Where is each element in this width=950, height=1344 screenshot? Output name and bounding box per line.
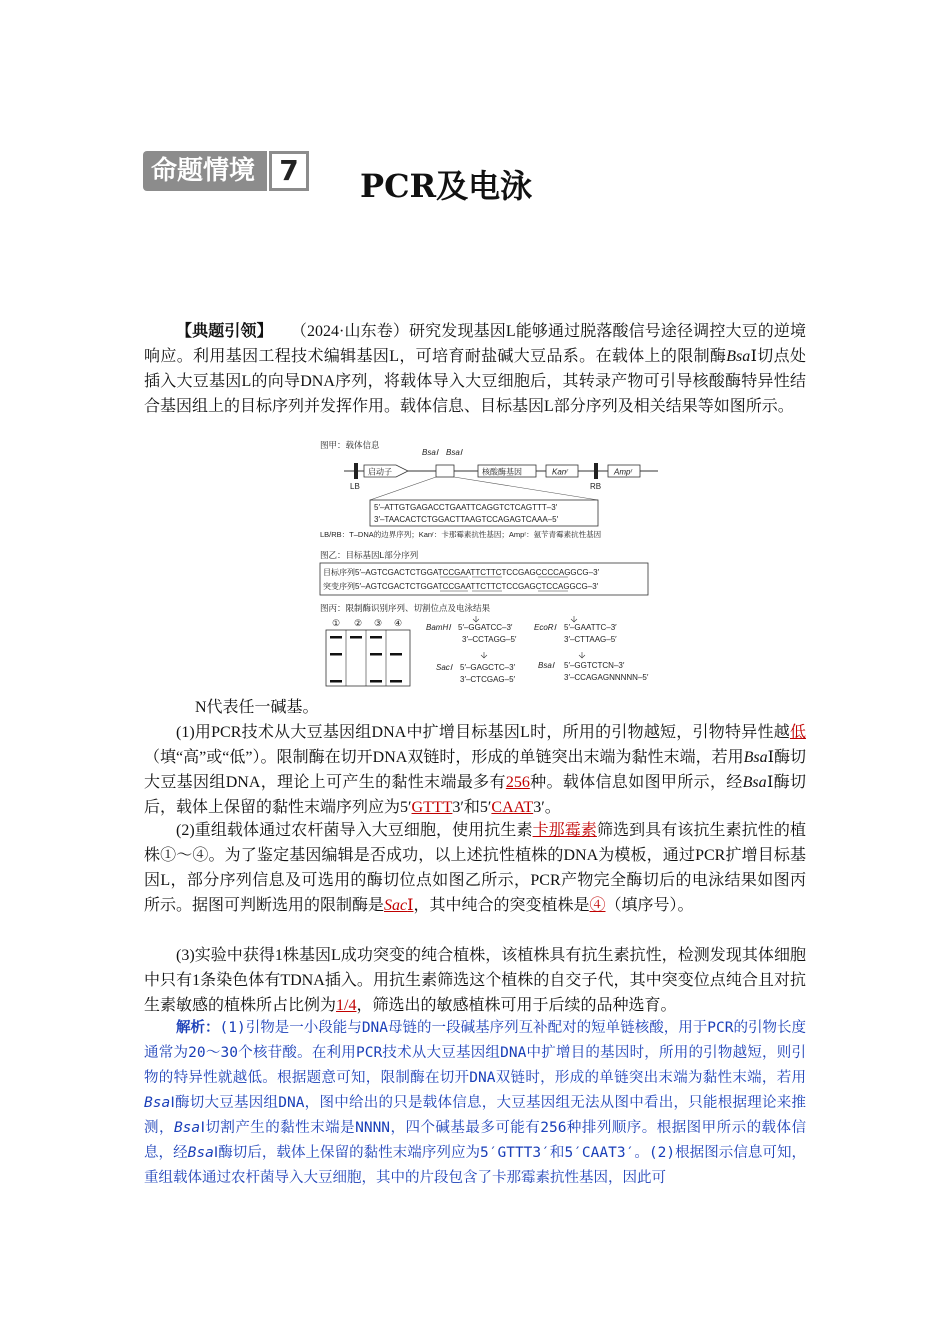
- fig-target-seq: 目标序列5′–AGTCGACTCTGGATCCGAATTCTTCTCCGAGCCCCAGGCG–3′: [323, 568, 600, 577]
- q1-text-a: (1)用PCR技术从大豆基因组DNA中扩增目标基因L时，所用的引物越短，引物特异性越: [176, 724, 790, 741]
- q2-answer-1: 卡那霉素: [532, 822, 597, 839]
- q3-answer-1: 1/4: [336, 997, 357, 1014]
- badge-number: 7: [269, 151, 309, 191]
- gel-band: [390, 680, 402, 683]
- fig-seq-bottom: 3′–TAACACTCTGGACTTAAGTCCAGAGTCAAA–5′: [374, 515, 559, 524]
- ecor1-top: 5′–GAATTC–3′: [564, 623, 617, 632]
- gel-band: [330, 636, 342, 639]
- gel-band: [390, 653, 402, 656]
- analysis-bsa-3: Bsa: [187, 1145, 214, 1161]
- analysis-bsa-1: Bsa: [144, 1095, 171, 1111]
- page-title: PCR及电泳: [360, 167, 533, 205]
- q1-text-b: （填“高”或“低”）。限制酶在切开DNA双链时，形成的单链突出末端为黏性末端，若用: [144, 749, 744, 766]
- intro-lead: 【典题引领】: [176, 323, 273, 340]
- fig-lb-label: LB: [350, 482, 360, 491]
- lane-2-label: ②: [354, 618, 363, 628]
- analysis-bsa-2: Bsa: [173, 1120, 201, 1136]
- q1-answer-1: 低: [789, 724, 806, 741]
- analysis-text-c: Ⅰ切割产生的黏性末端是NNNN，四个碱基最多可能有256种排列顺序。根据图甲所示的载体信息，经: [144, 1120, 806, 1161]
- gel-band: [370, 636, 382, 639]
- q2-text-a: (2)重组载体通过农杆菌导入大豆细胞，使用抗生素: [176, 822, 533, 839]
- fig-kan: Kanʳ: [552, 467, 568, 477]
- question-1: [144, 720, 806, 820]
- q2-answer-2b: Ⅰ: [407, 897, 414, 914]
- fig-jia-title: 图甲：载体信息: [320, 440, 380, 450]
- sac1-top: 5′–GAGCTC–3′: [460, 663, 516, 672]
- q2-text-c: ，其中纯合的突变植株是: [413, 897, 590, 914]
- q1-answer-3: GTTT: [411, 799, 453, 816]
- rb-border-mark: [594, 463, 598, 479]
- fig-amp: Ampʳ: [614, 467, 633, 477]
- fig-yi-title: 图乙：目标基因L部分序列: [320, 550, 419, 560]
- q2-text-b: 筛选到具有该抗生素抗性的植株①～④。为了鉴定基因编辑是否成功，以上述抗性植株的DNA为模板，通过PCR扩增目标基因L，部分序列信息及可选用的酶切位点如图乙所示，PCR产物完全酶切后的电泳结果如图丙所示。据图可判断选用的限制酶是: [144, 822, 806, 914]
- gel-band: [330, 680, 342, 683]
- q1-text-c: Ⅰ酶切大豆基因组DNA，理论上可产生的黏性末端最多有: [144, 749, 806, 791]
- bamh1-name: BamHⅠ: [426, 623, 451, 632]
- gel-band: [350, 636, 362, 639]
- figure-diagram: [318, 436, 668, 691]
- bamh1-bottom: 3′–CCTAGG–5′: [462, 635, 517, 644]
- section-badge: [143, 151, 309, 191]
- q2-answer-3: ④: [589, 897, 606, 914]
- cut-arrow-icon: [481, 652, 487, 658]
- analysis-text-d: Ⅰ酶切后，载体上保留的黏性末端序列应为5′GTTT3′和5′CAAT3′。(2)根据图示信息可知，重组载体通过农杆菌导入大豆细胞，其中的片段包含了卡那霉素抗性基因，因此可: [144, 1145, 807, 1186]
- bamh1-top: 5′–GGATCC–3′: [458, 623, 513, 632]
- analysis-text-a: (1)引物是一小段能与DNA母链的一段碱基序列互补配对的短单链核酸，用于PCR的引物长度通常为20～30个核苷酸。在利用PCR技术从大豆基因组DNA中扩增目的基因时，所用的引物越短，则引物的特异性就越低。根据题意可知，限制酶在切开DNA双链时，形成的单链突出末端为黏性末端，若用: [144, 1020, 807, 1086]
- q1-text-d: 种。载体信息如图甲所示，经: [529, 774, 743, 791]
- question-2: [144, 818, 806, 918]
- badge-label: 命题情境: [143, 151, 267, 191]
- fig-mutant-seq: 突变序列5′–AGTCGACTCTGGATCCGAATTCTTCTCCGAGCTCCAGGCG–3′: [323, 582, 599, 591]
- q1-answer-4: CAAT: [491, 799, 534, 816]
- q1-answer-2: 256: [505, 774, 530, 791]
- cut-arrow-icon: [473, 616, 479, 622]
- q2-text-d: （填序号）。: [605, 897, 694, 914]
- cut-arrow-icon: [579, 652, 585, 658]
- analysis-text-b: Ⅰ酶切大豆基因组DNA，图中给出的只是载体信息，大豆基因组无法从图中看出，只能根据理论来推测，: [144, 1095, 806, 1136]
- bsa1-bottom: 3′–CCAGAGNNNNN–5′: [564, 673, 649, 682]
- q1-bsa-2: Bsa: [742, 774, 767, 791]
- gel-band: [370, 653, 382, 656]
- gel-band: [370, 680, 382, 683]
- analysis-paragraph: [144, 1016, 806, 1191]
- q3-text-a: (3)实验中获得1株基因L成功突变的纯合植株，该植株具有抗生素抗性，检测发现其体细胞中只有1条染色体有TDNA插入。用抗生素筛选这个植株的自交子代，其中突变位点纯合且对抗生素敏感的植株所占比例为: [144, 947, 806, 1014]
- gel-band: [330, 653, 342, 656]
- ecor1-name: EcoRⅠ: [534, 623, 556, 632]
- q3-text-b: ，筛选出的敏感植株可用于后续的品种选育。: [356, 997, 677, 1014]
- q1-text-f: 3′和5′: [452, 799, 492, 816]
- lb-border-mark: [354, 463, 358, 479]
- fig-seq-top: 5′–ATTGTGAGACCTGAATTCAGGTCTCAGTTT–3′: [374, 503, 558, 512]
- sac1-name: SacⅠ: [436, 663, 453, 672]
- bsa1-name: BsaⅠ: [538, 661, 555, 670]
- q1-text-g: 3′。: [533, 799, 561, 816]
- fig-rb-label: RB: [590, 482, 602, 491]
- intro-text-a: 研究发现基因L能够通过脱落酸信号途径调控大豆的逆境响应。利用基因工程技术编辑基因L，可培育耐盐碱大豆品系。在载体上的限制酶: [144, 323, 806, 365]
- lane-4-label: ④: [394, 618, 403, 628]
- fig-site-left: BsaⅠ: [422, 448, 439, 457]
- bsa1-top: 5′–GGTCTCN–3′: [564, 661, 625, 670]
- note-text: N代表任一碱基。: [195, 699, 319, 716]
- q1-bsa: Bsa: [743, 749, 768, 766]
- lane-1-label: ①: [332, 618, 341, 628]
- intro-text-b: Ⅰ切点处插入大豆基因L的向导DNA序列，将载体导入大豆细胞后，其转录产物可引导核酸酶特异性结合基因组上的目标序列并发挥作用。载体信息、目标基因L部分序列及相关结果等如图所示。: [144, 348, 806, 415]
- intro-paragraph: [144, 319, 806, 419]
- sac1-bottom: 3′–CTCGAG–5′: [460, 675, 516, 684]
- fig-site-right: BsaⅠ: [446, 448, 463, 457]
- fig-legend: LB/RB：T–DNA的边界序列；Kanʳ：卡那霉素抗性基因；Ampʳ：氨苄青霉素抗性基因: [320, 530, 602, 539]
- fig-nuclease: 核酸酶基因: [482, 467, 522, 477]
- q1-text-e: Ⅰ酶切后，载体上保留的黏性末端序列应为5′: [144, 774, 806, 816]
- fig-promoter: 启动子: [368, 467, 392, 477]
- intro-source: （2024·山东卷）: [290, 323, 410, 340]
- fig-bing-title: 图丙：限制酶识别序列、切割位点及电泳结果: [320, 603, 491, 613]
- q2-answer-2: Sac: [384, 897, 408, 914]
- analysis-label: 解析：: [176, 1020, 220, 1036]
- lane-3-label: ③: [374, 618, 383, 628]
- intro-bsa: Bsa: [726, 348, 751, 365]
- ecor1-bottom: 3′–CTTAAG–5′: [564, 635, 617, 644]
- cut-arrow-icon: [571, 616, 577, 622]
- question-3: [144, 943, 806, 1018]
